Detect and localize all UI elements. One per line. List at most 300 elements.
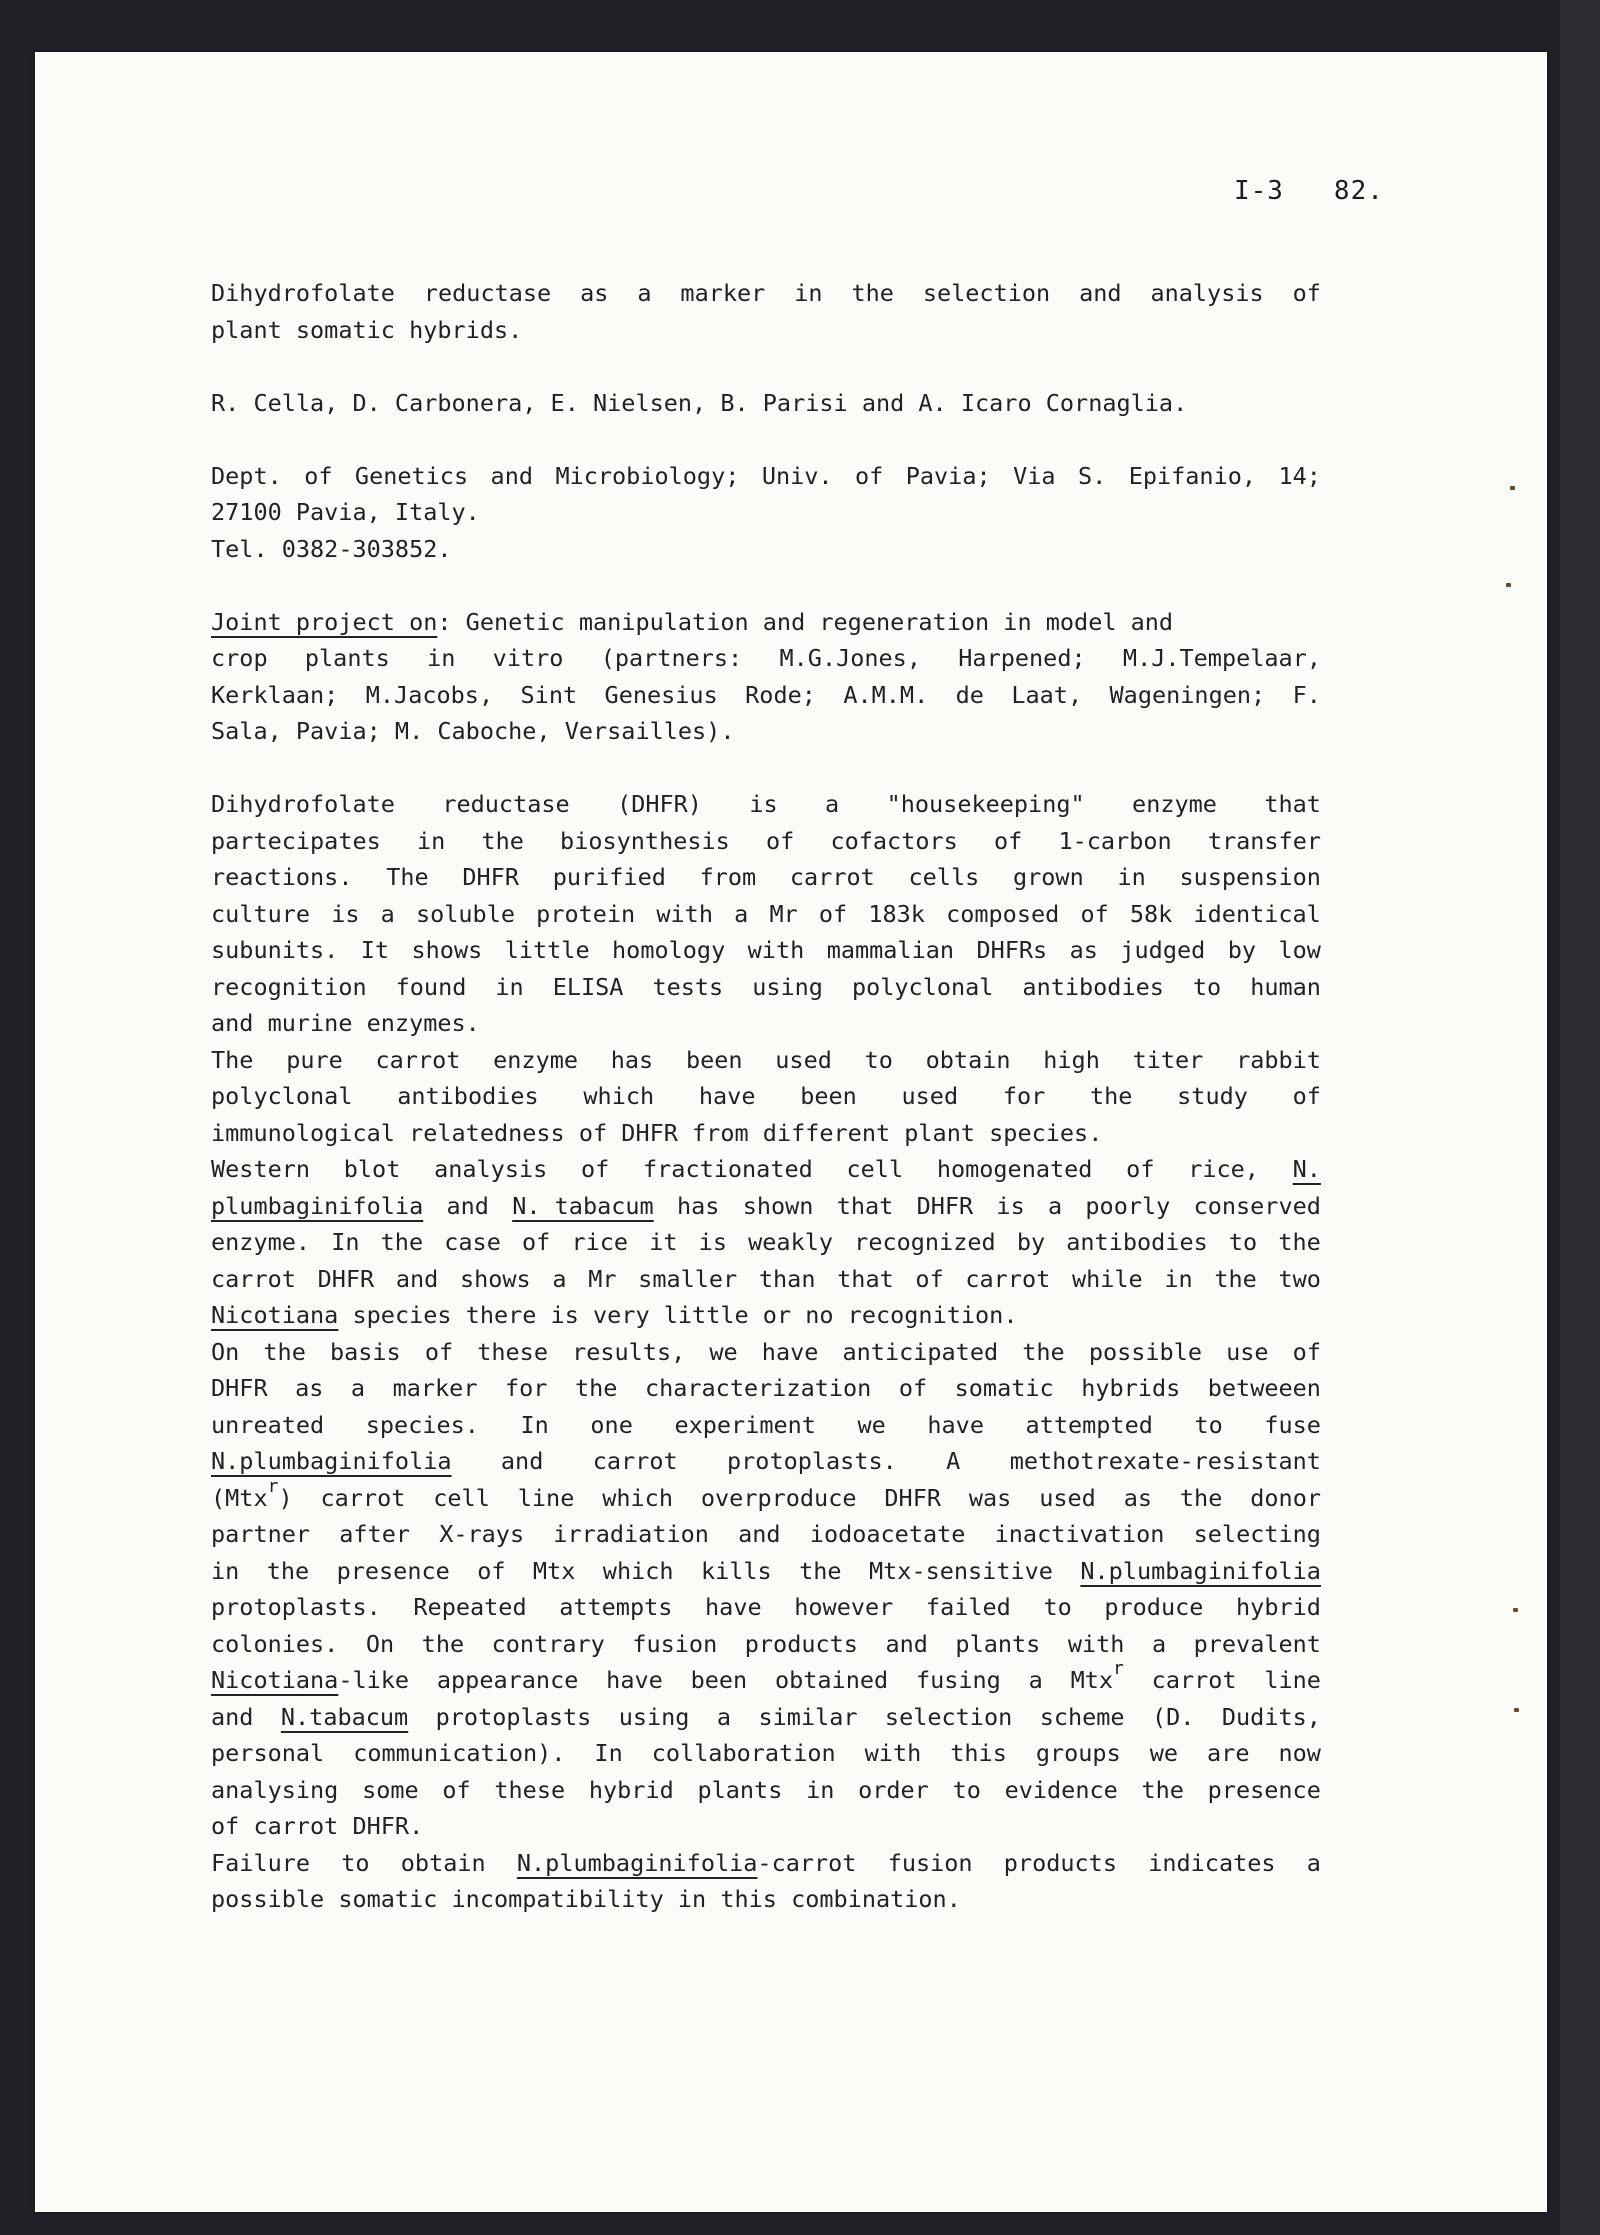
word: as	[1123, 1483, 1153, 1512]
body-text: possible somatic incompatibility in this combination.	[211, 1885, 961, 1913]
word: biosynthesis	[560, 826, 730, 855]
body-line	[211, 1005, 1321, 1042]
word: of	[1126, 1155, 1155, 1183]
body-line	[211, 1042, 1321, 1079]
word: protoplasts.	[727, 1447, 897, 1475]
word: products	[744, 1629, 858, 1658]
word: collaboration	[651, 1739, 836, 1767]
word: somatic	[954, 1374, 1054, 1402]
word: have	[698, 1082, 756, 1110]
word: blot	[343, 1155, 401, 1183]
word: DHFR	[884, 1483, 941, 1512]
word: antibodies	[1066, 1228, 1208, 1256]
paper-speck	[1513, 1608, 1518, 1612]
word: however	[794, 1593, 894, 1621]
word: the	[1022, 1337, 1065, 1366]
word: selection	[922, 279, 1051, 307]
word: been	[690, 1666, 748, 1694]
word: scheme	[1039, 1702, 1125, 1731]
word: Pavia;	[905, 461, 991, 490]
word: Univ.	[761, 461, 833, 490]
body-line	[211, 1115, 1321, 1152]
word: selection	[884, 1702, 1013, 1731]
word: some	[362, 1775, 419, 1804]
word: to	[952, 1775, 981, 1804]
word: Harpened;	[958, 644, 1086, 672]
word: of	[818, 899, 848, 928]
background	[1560, 0, 1600, 2235]
word: polyclonal	[211, 1082, 353, 1110]
word: In	[331, 1228, 360, 1256]
word: DHFRs	[976, 936, 1048, 964]
word: using	[618, 1702, 690, 1731]
word: basis	[329, 1337, 401, 1366]
affiliation-line-2	[211, 494, 1321, 531]
word: purified	[552, 863, 666, 891]
word: found	[395, 972, 467, 1001]
word: using	[752, 972, 823, 1001]
body-line	[211, 1881, 1321, 1918]
word: a	[552, 1264, 567, 1293]
word: presence	[336, 1556, 450, 1585]
word: than	[758, 1264, 816, 1293]
word: a	[716, 1702, 732, 1731]
word: and	[490, 461, 533, 490]
word: and	[211, 1702, 254, 1731]
word: the	[799, 1556, 842, 1585]
joint-project-line-4	[211, 713, 1321, 750]
title-line-2	[211, 312, 1321, 349]
body-line	[211, 896, 1321, 933]
word: the	[1089, 1082, 1133, 1110]
word: Failure	[211, 1848, 311, 1877]
word: of	[1292, 1337, 1321, 1366]
body-text: and murine enzymes.	[211, 1009, 480, 1037]
word: Genesius	[604, 680, 718, 709]
word: in	[211, 1556, 240, 1585]
word: and	[500, 1447, 544, 1475]
word: M.J.Tempelaar,	[1122, 644, 1321, 672]
word: by	[1016, 1228, 1046, 1256]
word: of	[915, 1264, 944, 1293]
word: in	[794, 279, 823, 307]
joint-project-line-2	[211, 640, 1321, 677]
word: donor	[1250, 1483, 1321, 1512]
body-line	[211, 1407, 1321, 1444]
word: anticipated	[842, 1337, 999, 1366]
word: protein	[536, 899, 636, 928]
word: to	[1228, 1228, 1258, 1256]
word: A.M.M.	[843, 680, 929, 709]
word: the	[851, 279, 894, 307]
word: subunits.	[211, 936, 339, 964]
word: (partners:	[600, 644, 743, 672]
word: been	[685, 1045, 743, 1074]
word: In	[594, 1739, 623, 1767]
word: transfer	[1207, 826, 1321, 855]
word: A	[946, 1447, 961, 1475]
word: Mtx	[532, 1556, 576, 1585]
word: composed	[946, 899, 1060, 928]
word: the	[266, 1556, 310, 1585]
word: the	[1141, 1775, 1184, 1804]
word: (DHFR)	[617, 790, 702, 818]
word: as	[1069, 936, 1098, 964]
word: of	[304, 461, 333, 490]
body-line	[211, 1475, 1321, 1517]
word: of	[1292, 1082, 1321, 1110]
word: while	[1071, 1264, 1143, 1293]
word: selecting	[1193, 1520, 1321, 1548]
word: poorly	[1085, 1191, 1171, 1220]
word: the	[263, 1337, 306, 1366]
word: fusion	[632, 1629, 718, 1658]
word: human	[1250, 972, 1321, 1001]
word: fractionated	[643, 1155, 813, 1183]
body-text: of carrot DHFR.	[211, 1812, 424, 1840]
word: Rode;	[745, 680, 816, 709]
word: a	[1306, 1848, 1321, 1877]
word: of	[1292, 279, 1321, 307]
word: carrot	[375, 1045, 461, 1074]
title-line-1	[211, 275, 1321, 312]
word: Dihydrofolate	[211, 279, 395, 307]
body-line	[211, 1334, 1321, 1371]
word: indicates	[1148, 1848, 1276, 1877]
word: obtained	[774, 1666, 889, 1694]
word: hybrid	[588, 1775, 674, 1804]
word: to	[1192, 972, 1222, 1001]
body-line	[211, 1297, 1321, 1334]
word: we	[709, 1337, 738, 1366]
word: of	[993, 826, 1023, 855]
word: inactivation	[994, 1520, 1165, 1548]
body-line	[211, 969, 1321, 1006]
word: for	[1002, 1082, 1046, 1110]
word: in	[1117, 863, 1146, 891]
word: that	[836, 1191, 894, 1220]
word: with	[747, 936, 805, 964]
body-line	[211, 1370, 1321, 1407]
mtx-resistant-term: Mtx$^r$	[1070, 1658, 1124, 1694]
word: presence	[1207, 1775, 1321, 1804]
word: of	[898, 1374, 928, 1402]
body-line	[211, 1261, 1321, 1298]
word: these	[477, 1337, 548, 1366]
word: cell	[846, 1155, 904, 1183]
word: a	[637, 279, 652, 307]
word: high	[1043, 1045, 1100, 1074]
word: in	[1164, 1264, 1193, 1293]
word: X-rays	[439, 1520, 525, 1548]
body-line	[211, 1589, 1321, 1626]
word: DHFR	[462, 863, 519, 891]
word: is	[331, 899, 360, 928]
word: grown	[1012, 863, 1084, 891]
word: evidence	[1004, 1775, 1118, 1804]
word: Dept.	[211, 461, 282, 490]
paper-speck	[1506, 583, 1511, 587]
word: of	[522, 1228, 551, 1256]
body-line	[211, 1188, 1321, 1225]
word: we	[857, 1410, 886, 1439]
word: plants	[955, 1629, 1041, 1658]
word: by	[1227, 936, 1257, 964]
word: for	[505, 1374, 548, 1402]
word: which	[583, 1082, 655, 1110]
body-line	[211, 786, 1321, 823]
word: in	[416, 826, 446, 855]
word: of	[1080, 899, 1109, 928]
word: carrot	[320, 1483, 406, 1512]
word: 183k	[868, 899, 925, 928]
word: attempted	[1025, 1410, 1153, 1439]
word: of	[855, 461, 884, 490]
word: it	[649, 1228, 678, 1256]
word: vitro	[492, 644, 564, 672]
word: judged	[1120, 936, 1206, 964]
word: overproduce	[700, 1483, 857, 1512]
word: prevalent	[1193, 1629, 1321, 1658]
word: of	[477, 1556, 506, 1585]
word: of	[424, 1337, 454, 1366]
word: this	[950, 1739, 1007, 1767]
word: the	[1214, 1264, 1257, 1293]
word: and	[395, 1264, 439, 1293]
word: case	[444, 1228, 501, 1256]
body-line	[211, 859, 1321, 896]
word: is	[996, 1191, 1025, 1220]
word: Genetics	[354, 461, 469, 490]
word: shown	[742, 1191, 814, 1220]
word: was	[968, 1483, 1012, 1512]
word: to	[341, 1848, 370, 1877]
species-term: Nicotiana	[211, 1301, 339, 1329]
word: marker	[392, 1374, 478, 1402]
body-line	[211, 823, 1321, 860]
word: colonies.	[211, 1629, 339, 1658]
word: as	[295, 1374, 324, 1402]
word: rabbit	[1236, 1045, 1321, 1074]
word: recognition	[211, 972, 367, 1001]
body-line	[211, 1845, 1321, 1882]
joint-project-text-end: Sala, Pavia; M. Caboche, Versailles).	[211, 717, 735, 745]
word: It	[360, 936, 390, 964]
word: Dihydrofolate	[211, 790, 395, 818]
word: is	[698, 1228, 727, 1256]
word: in	[495, 972, 524, 1001]
word: shows	[459, 1264, 531, 1293]
word: have	[705, 1593, 762, 1621]
word: mammalian	[826, 936, 955, 964]
word: cell	[433, 1483, 490, 1512]
word: Sint	[520, 680, 578, 709]
word: the	[574, 1374, 618, 1402]
word: groups	[1035, 1739, 1121, 1767]
word: a	[825, 790, 840, 818]
word: used	[1039, 1483, 1096, 1512]
word: hybrid	[1236, 1593, 1321, 1621]
word: obtain	[400, 1848, 486, 1877]
word: in	[806, 1775, 835, 1804]
word: experiment	[674, 1410, 816, 1439]
word: partecipates	[211, 826, 381, 855]
word: enzyme	[1132, 790, 1217, 818]
word: personal	[211, 1739, 325, 1767]
word: fusing	[915, 1666, 1001, 1694]
word: which	[602, 1483, 673, 1512]
word: tests	[652, 972, 724, 1001]
body-line	[211, 1516, 1321, 1553]
body-line	[211, 1443, 1321, 1480]
word: DHFR	[211, 1374, 268, 1402]
word: betweeen	[1207, 1374, 1321, 1402]
word: of	[580, 1155, 610, 1183]
mtx-resistant-term: (Mtx$^r$)	[211, 1475, 293, 1512]
word: a	[1151, 1629, 1167, 1658]
affiliation-phone	[211, 531, 1321, 568]
word: protoplasts	[435, 1702, 592, 1731]
body-line	[211, 1151, 1321, 1188]
word: On	[365, 1629, 395, 1658]
word: failed	[925, 1593, 1011, 1621]
word: pure	[286, 1045, 343, 1074]
word: to	[864, 1045, 893, 1074]
word: protoplasts.	[211, 1593, 381, 1621]
word: that	[837, 1264, 894, 1293]
word: (D.	[1152, 1702, 1195, 1731]
word: cofactors	[830, 826, 958, 855]
word: use	[1226, 1337, 1269, 1366]
word: line	[517, 1483, 575, 1512]
word: has	[610, 1045, 654, 1074]
paper-speck	[1514, 1708, 1519, 1712]
word: produce	[1104, 1593, 1204, 1621]
word: Kerklaan;	[211, 680, 339, 709]
word: enzyme	[493, 1045, 579, 1074]
word: the	[421, 1629, 465, 1658]
word: of	[442, 1775, 471, 1804]
word: identical	[1193, 899, 1321, 928]
word: we	[1149, 1739, 1179, 1767]
word: the	[1179, 1483, 1223, 1512]
word: analysis	[1150, 279, 1264, 307]
word: "housekeeping"	[886, 790, 1085, 818]
word: carrot	[789, 863, 875, 891]
word: have	[761, 1337, 819, 1366]
body-line	[211, 1658, 1321, 1699]
body-text: species there is very little or no recognition.	[352, 1301, 1018, 1329]
word: homogenated	[936, 1155, 1093, 1183]
title-text: plant somatic hybrids.	[211, 315, 523, 344]
word: F.	[1292, 680, 1321, 709]
word: one	[590, 1410, 633, 1439]
word: results,	[572, 1337, 686, 1366]
word: Laat,	[1011, 680, 1083, 709]
word: as	[580, 279, 609, 307]
word: suspension	[1179, 863, 1321, 891]
word: On	[211, 1337, 240, 1366]
body-line	[211, 1626, 1321, 1663]
word: possible	[1088, 1337, 1202, 1366]
word: have	[606, 1666, 663, 1694]
word: rice,	[1188, 1155, 1259, 1183]
word: these	[494, 1775, 566, 1804]
word: and	[1079, 279, 1122, 307]
word: communication).	[353, 1739, 566, 1767]
word: low	[1278, 936, 1321, 964]
word: antibodies	[1022, 972, 1164, 1001]
word: has	[676, 1191, 720, 1220]
word: contrary	[491, 1629, 605, 1658]
word: and	[738, 1520, 781, 1548]
word: appearance	[436, 1666, 579, 1694]
joint-project-line-1	[211, 604, 1321, 641]
body-line	[211, 1078, 1321, 1115]
body-line	[211, 1808, 1321, 1845]
word: reductase	[442, 790, 570, 818]
word: to	[1194, 1410, 1223, 1439]
word: soluble	[415, 899, 516, 928]
document-body	[211, 275, 1321, 1918]
word: with	[656, 899, 713, 928]
word: little	[504, 936, 590, 964]
word: that	[1264, 790, 1321, 818]
joint-project-line-3	[211, 677, 1321, 714]
word: smaller	[638, 1264, 738, 1293]
word: plants	[697, 1775, 783, 1804]
authors	[211, 385, 1321, 422]
word: two	[1278, 1264, 1321, 1293]
authors-text: R. Cella, D. Carbonera, E. Nielsen, B. Parisi and A. Icaro Cornaglia.	[211, 388, 1188, 417]
word: is	[749, 790, 778, 818]
species-term: plumbaginifolia	[211, 1191, 424, 1220]
word: partner	[211, 1520, 311, 1548]
joint-project-text: : Genetic manipulation and regeneration in model and	[437, 607, 1174, 636]
word: rice	[571, 1228, 629, 1256]
word: DHFR	[317, 1264, 375, 1293]
word: reactions.	[211, 863, 353, 891]
word: now	[1278, 1739, 1321, 1767]
species-term: N. tabacum	[512, 1191, 654, 1220]
word: Dudits,	[1221, 1702, 1321, 1731]
word: with	[864, 1739, 922, 1767]
word: to	[1043, 1593, 1072, 1621]
word: 1-carbon	[1058, 826, 1172, 855]
species-term: N.tabacum	[280, 1702, 409, 1731]
word: iodoacetate	[809, 1520, 966, 1548]
word: a	[734, 899, 749, 928]
word: have	[927, 1410, 984, 1439]
word: Repeated	[413, 1593, 527, 1621]
word: the	[380, 1228, 424, 1256]
word: S.	[1077, 461, 1107, 490]
word: DHFR	[916, 1191, 974, 1220]
word: the	[1278, 1228, 1321, 1256]
word: been	[800, 1082, 857, 1110]
body-line	[211, 1224, 1321, 1261]
word: from	[699, 863, 757, 891]
word: polyclonal	[851, 972, 994, 1001]
word: Via	[1013, 461, 1056, 490]
word: carrot	[592, 1447, 678, 1475]
body-text: immunological relatedness of DHFR from different plant species.	[211, 1118, 1103, 1147]
word: conserved	[1193, 1191, 1321, 1220]
word: reductase	[423, 279, 552, 307]
word: the	[481, 826, 524, 855]
word: Mr	[588, 1264, 617, 1293]
word: carrot	[211, 1264, 296, 1293]
